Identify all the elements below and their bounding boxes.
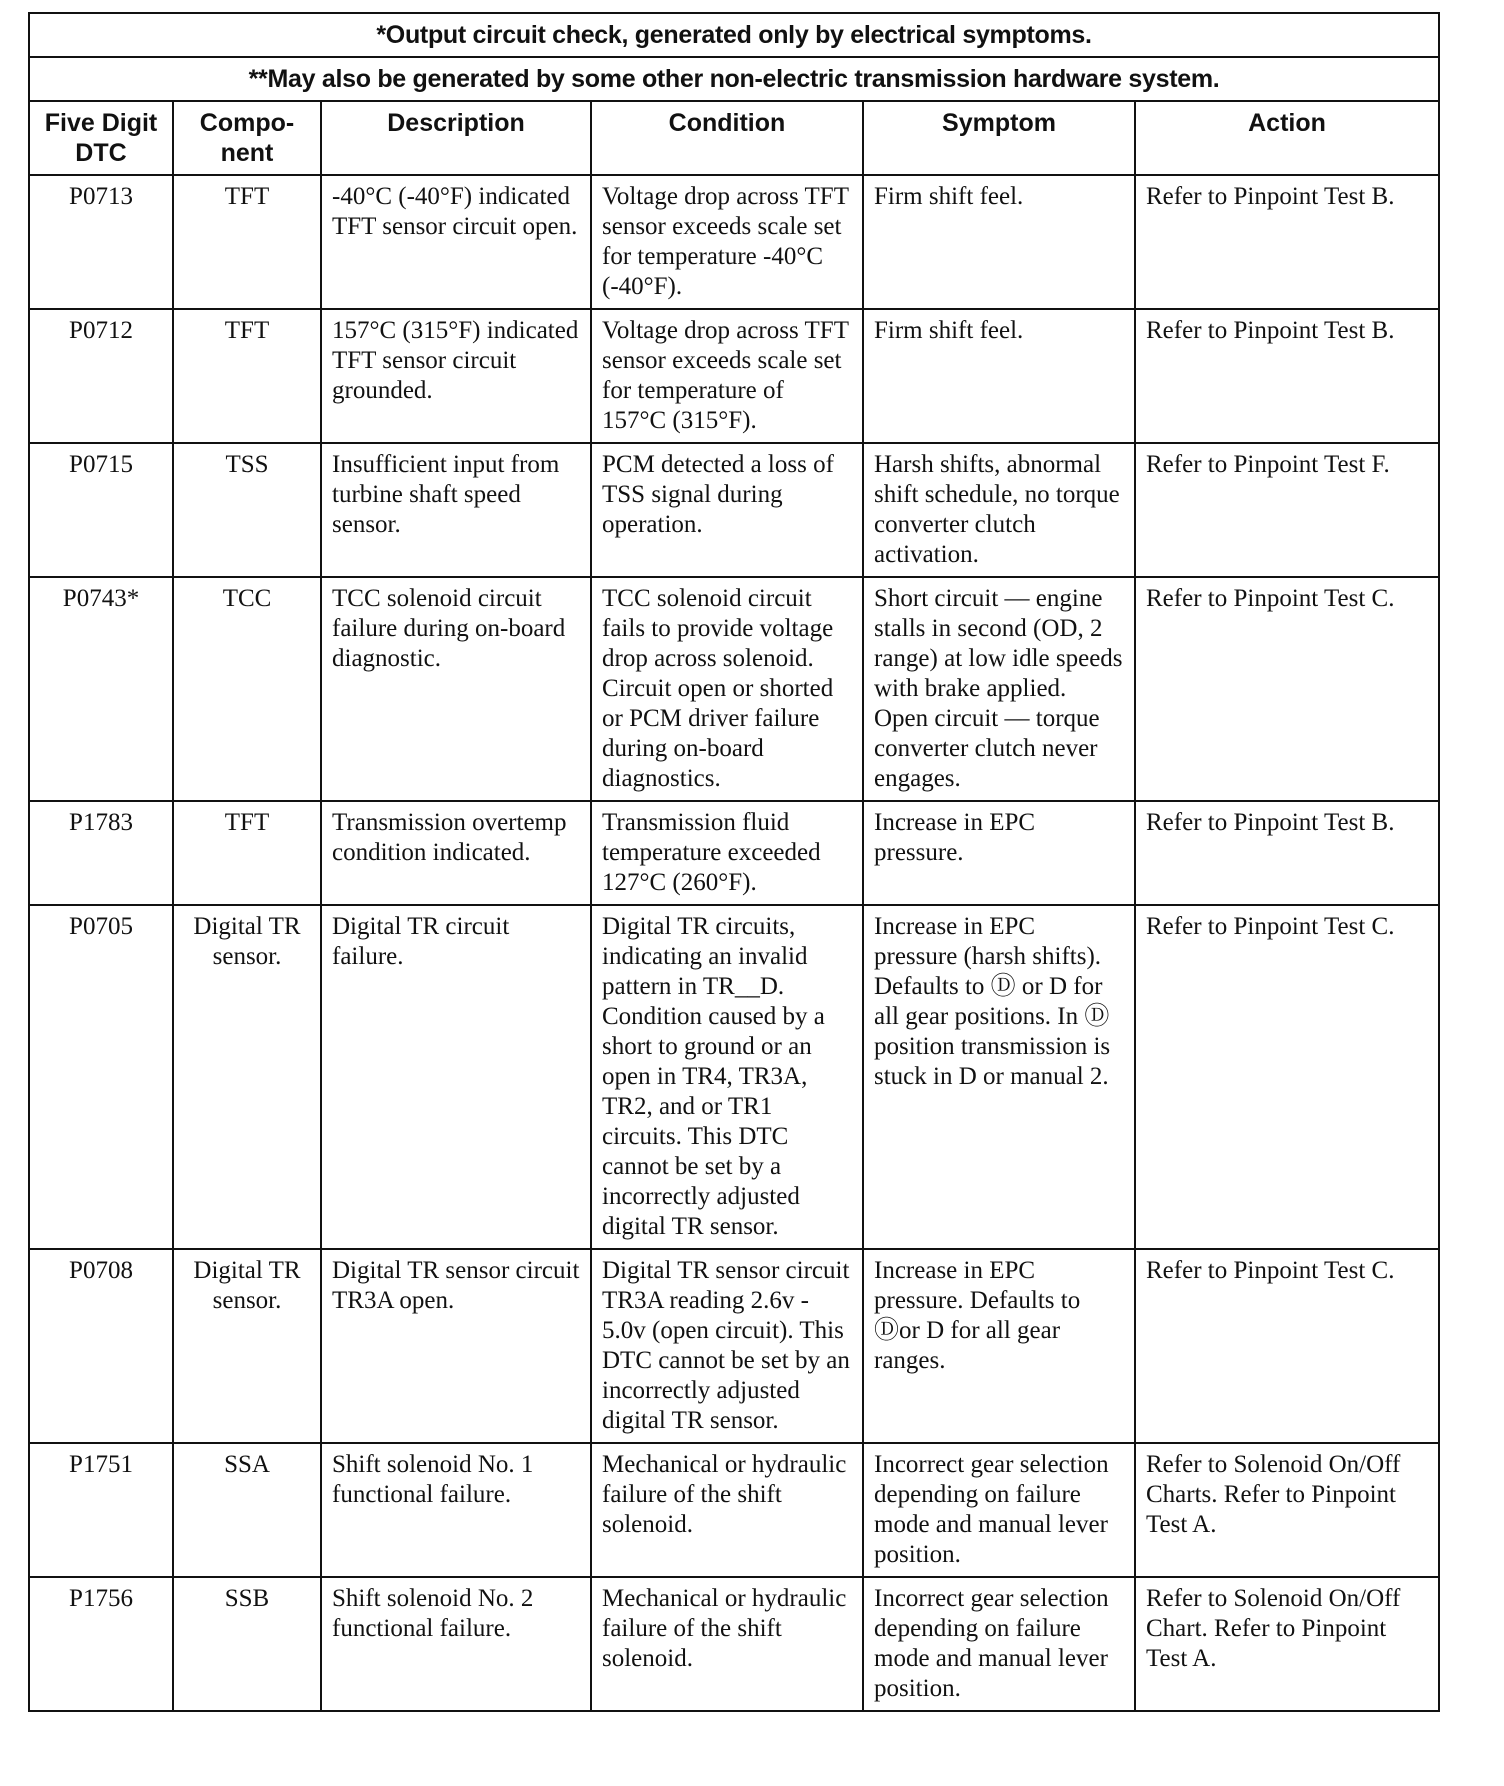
condition: Digital TR circuits, indicating an invalid pattern in TR__D. Condition caused by a short to ground or an open in TR4, TR3A, TR2, and or TR1 circuits. This DTC cannot be set by a incorrectly adjusted digital TR sensor. — [591, 905, 863, 1249]
header-dtc-line1: Five Digit — [44, 109, 158, 137]
action: Refer to Solenoid On/Off Charts. Refer to Pinpoint Test A. — [1135, 1443, 1439, 1577]
header-symptom: Symptom — [863, 101, 1135, 175]
table-row — [29, 175, 1439, 309]
header-condition: Condition — [591, 101, 863, 175]
component: SSB — [173, 1577, 321, 1711]
description: Shift solenoid No. 1 functional failure. — [321, 1443, 591, 1577]
dtc-table — [28, 12, 1440, 1712]
symptom: Increase in EPC pressure. Defaults to Ⓓor D for all gear ranges. — [863, 1249, 1135, 1443]
component: TCC — [173, 577, 321, 801]
symptom: Increase in EPC pressure. — [863, 801, 1135, 905]
header-description: Description — [321, 101, 591, 175]
component: TSS — [173, 443, 321, 577]
dtc-table-body — [29, 175, 1439, 1711]
condition: PCM detected a loss of TSS signal during operation. — [591, 443, 863, 577]
symptom: Firm shift feel. — [863, 309, 1135, 443]
symptom: Incorrect gear selection depending on failure mode and manual lever position. — [863, 1577, 1135, 1711]
dtc-document — [28, 12, 1438, 1712]
description: -40°C (-40°F) indicated TFT sensor circuit open. — [321, 175, 591, 309]
header-action: Action — [1135, 101, 1439, 175]
component: TFT — [173, 175, 321, 309]
description: Digital TR sensor circuit TR3A open. — [321, 1249, 591, 1443]
table-row — [29, 801, 1439, 905]
action: Refer to Pinpoint Test C. — [1135, 905, 1439, 1249]
dtc-code: P0708 — [29, 1249, 173, 1443]
dtc-code: P1783 — [29, 801, 173, 905]
action: Refer to Pinpoint Test B. — [1135, 801, 1439, 905]
header-component — [173, 101, 321, 175]
table-row — [29, 1249, 1439, 1443]
dtc-code: P0712 — [29, 309, 173, 443]
table-row — [29, 1443, 1439, 1577]
header-component-line2: nent — [220, 139, 274, 167]
description: Digital TR circuit failure. — [321, 905, 591, 1249]
note-non-electric: **May also be generated by some other non-electric transmission hardware system. — [29, 57, 1439, 101]
dtc-code: P0705 — [29, 905, 173, 1249]
dtc-code: P0743* — [29, 577, 173, 801]
note-row-output-circuit — [29, 13, 1439, 57]
table-row — [29, 577, 1439, 801]
condition: TCC solenoid circuit fails to provide voltage drop across solenoid. Circuit open or shorted or PCM driver failure during on-board diagnostics. — [591, 577, 863, 801]
action: Refer to Pinpoint Test C. — [1135, 577, 1439, 801]
action: Refer to Solenoid On/Off Chart. Refer to Pinpoint Test A. — [1135, 1577, 1439, 1711]
component: TFT — [173, 309, 321, 443]
note-row-non-electric — [29, 57, 1439, 101]
header-component-line1: Compo- — [199, 109, 295, 137]
table-row — [29, 443, 1439, 577]
condition: Mechanical or hydraulic failure of the shift solenoid. — [591, 1443, 863, 1577]
symptom: Firm shift feel. — [863, 175, 1135, 309]
symptom: Short circuit — engine stalls in second (OD, 2 range) at low idle speeds with brake applied. Open circuit — torque converter clutch never engages. — [863, 577, 1135, 801]
condition: Digital TR sensor circuit TR3A reading 2.6v - 5.0v (open circuit). This DTC cannot be set by an incorrectly adjusted digital TR sensor. — [591, 1249, 863, 1443]
component: SSA — [173, 1443, 321, 1577]
table-row — [29, 309, 1439, 443]
table-row — [29, 1577, 1439, 1711]
condition: Voltage drop across TFT sensor exceeds scale set for temperature of 157°C (315°F). — [591, 309, 863, 443]
description: TCC solenoid circuit failure during on-board diagnostic. — [321, 577, 591, 801]
header-row — [29, 101, 1439, 175]
header-dtc — [29, 101, 173, 175]
dtc-code: P0715 — [29, 443, 173, 577]
symptom: Incorrect gear selection depending on failure mode and manual lever position. — [863, 1443, 1135, 1577]
action: Refer to Pinpoint Test C. — [1135, 1249, 1439, 1443]
description: 157°C (315°F) indicated TFT sensor circuit grounded. — [321, 309, 591, 443]
symptom: Harsh shifts, abnormal shift schedule, no torque converter clutch activation. — [863, 443, 1135, 577]
description: Insufficient input from turbine shaft speed sensor. — [321, 443, 591, 577]
note-output-circuit: *Output circuit check, generated only by electrical symptoms. — [29, 13, 1439, 57]
description: Transmission overtemp condition indicated. — [321, 801, 591, 905]
table-row — [29, 905, 1439, 1249]
description: Shift solenoid No. 2 functional failure. — [321, 1577, 591, 1711]
component: Digital TR sensor. — [173, 1249, 321, 1443]
condition: Mechanical or hydraulic failure of the shift solenoid. — [591, 1577, 863, 1711]
action: Refer to Pinpoint Test B. — [1135, 175, 1439, 309]
action: Refer to Pinpoint Test F. — [1135, 443, 1439, 577]
condition: Voltage drop across TFT sensor exceeds scale set for temperature -40°C (-40°F). — [591, 175, 863, 309]
action: Refer to Pinpoint Test B. — [1135, 309, 1439, 443]
header-dtc-line2: DTC — [75, 139, 127, 167]
symptom: Increase in EPC pressure (harsh shifts). Defaults to Ⓓ or D for all gear positions. In Ⓓ position transmission is stuck in D or manual 2. — [863, 905, 1135, 1249]
condition: Transmission fluid temperature exceeded 127°C (260°F). — [591, 801, 863, 905]
component: Digital TR sensor. — [173, 905, 321, 1249]
dtc-code: P1751 — [29, 1443, 173, 1577]
dtc-code: P0713 — [29, 175, 173, 309]
dtc-code: P1756 — [29, 1577, 173, 1711]
component: TFT — [173, 801, 321, 905]
